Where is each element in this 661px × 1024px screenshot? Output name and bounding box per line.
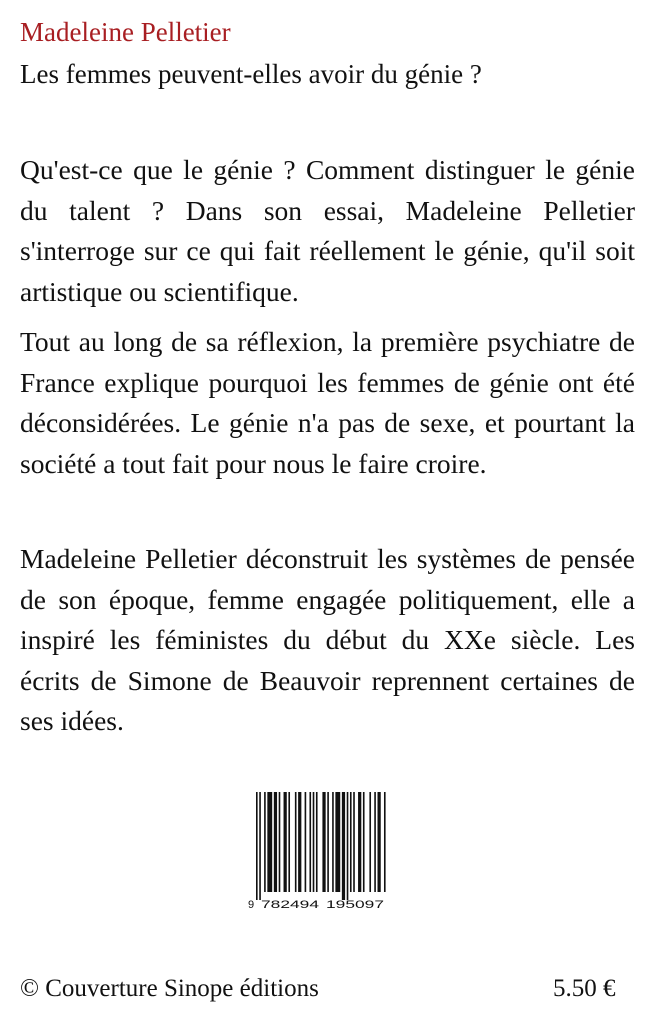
barcode-bar	[353, 792, 355, 892]
barcode-bar	[288, 792, 290, 892]
barcode-bar	[313, 792, 315, 892]
barcode-bar	[363, 792, 365, 892]
barcode-bar	[369, 792, 371, 892]
price: 5.50 €	[553, 975, 616, 1002]
isbn-barcode	[246, 790, 394, 912]
barcode-first-digit: 9	[248, 899, 255, 911]
barcode-bar	[378, 792, 381, 892]
barcode-bar	[267, 792, 272, 892]
barcode-bar	[374, 792, 376, 892]
barcode-digits-left: 782494	[261, 899, 319, 911]
barcode-bar	[327, 792, 329, 892]
barcode-bar	[350, 792, 352, 892]
barcode-bar	[309, 792, 311, 892]
barcode-bar	[284, 792, 287, 892]
cover-credit: © Couverture Sinope éditions	[20, 975, 319, 1002]
barcode-bar	[305, 792, 307, 892]
barcode-bar	[322, 792, 325, 892]
barcode-bar	[347, 792, 349, 900]
barcode-bars	[256, 792, 386, 900]
barcode-bar	[335, 792, 340, 892]
barcode-bar	[256, 792, 258, 900]
barcode-bar	[332, 792, 334, 892]
author-name: Madeleine Pelletier	[20, 17, 231, 47]
blurb-paragraph-2: Tout au long de sa réflexion, la première psychiatre de France explique pourquoi les femmes de génie ont été déconsidérées. Le génie n'a pas de sexe, et pourtant la société a tout fait pour nous le faire croire.	[20, 326, 635, 479]
barcode-bar	[259, 792, 261, 900]
barcode-bar	[358, 792, 361, 892]
barcode-bar	[384, 792, 386, 892]
barcode-digits-right: 195097	[326, 899, 384, 911]
book-title: Les femmes peuvent-elles avoir du génie ?	[20, 59, 482, 89]
blurb-paragraph-1: Qu'est-ce que le génie ? Comment distinguer le génie du talent ? Dans son essai, Madeleine Pelletier s'interroge sur ce qui fait réellement le génie, qu'il soit artistique ou scientifique.	[20, 154, 635, 307]
barcode-bar	[295, 792, 297, 892]
barcode-bar	[274, 792, 277, 892]
barcode-bar	[279, 792, 281, 892]
barcode-bar	[264, 792, 266, 892]
barcode-bar	[342, 792, 345, 900]
barcode-bar	[316, 792, 318, 892]
blurb-paragraph-3: Madeleine Pelletier déconstruit les systèmes de pensée de son époque, femme engagée politiquement, elle a inspiré les féministes du début du XXe siècle. Les écrits de Simone de Beauvoir reprennent certaines de ses idées.	[20, 543, 635, 736]
barcode-bar	[298, 792, 301, 892]
